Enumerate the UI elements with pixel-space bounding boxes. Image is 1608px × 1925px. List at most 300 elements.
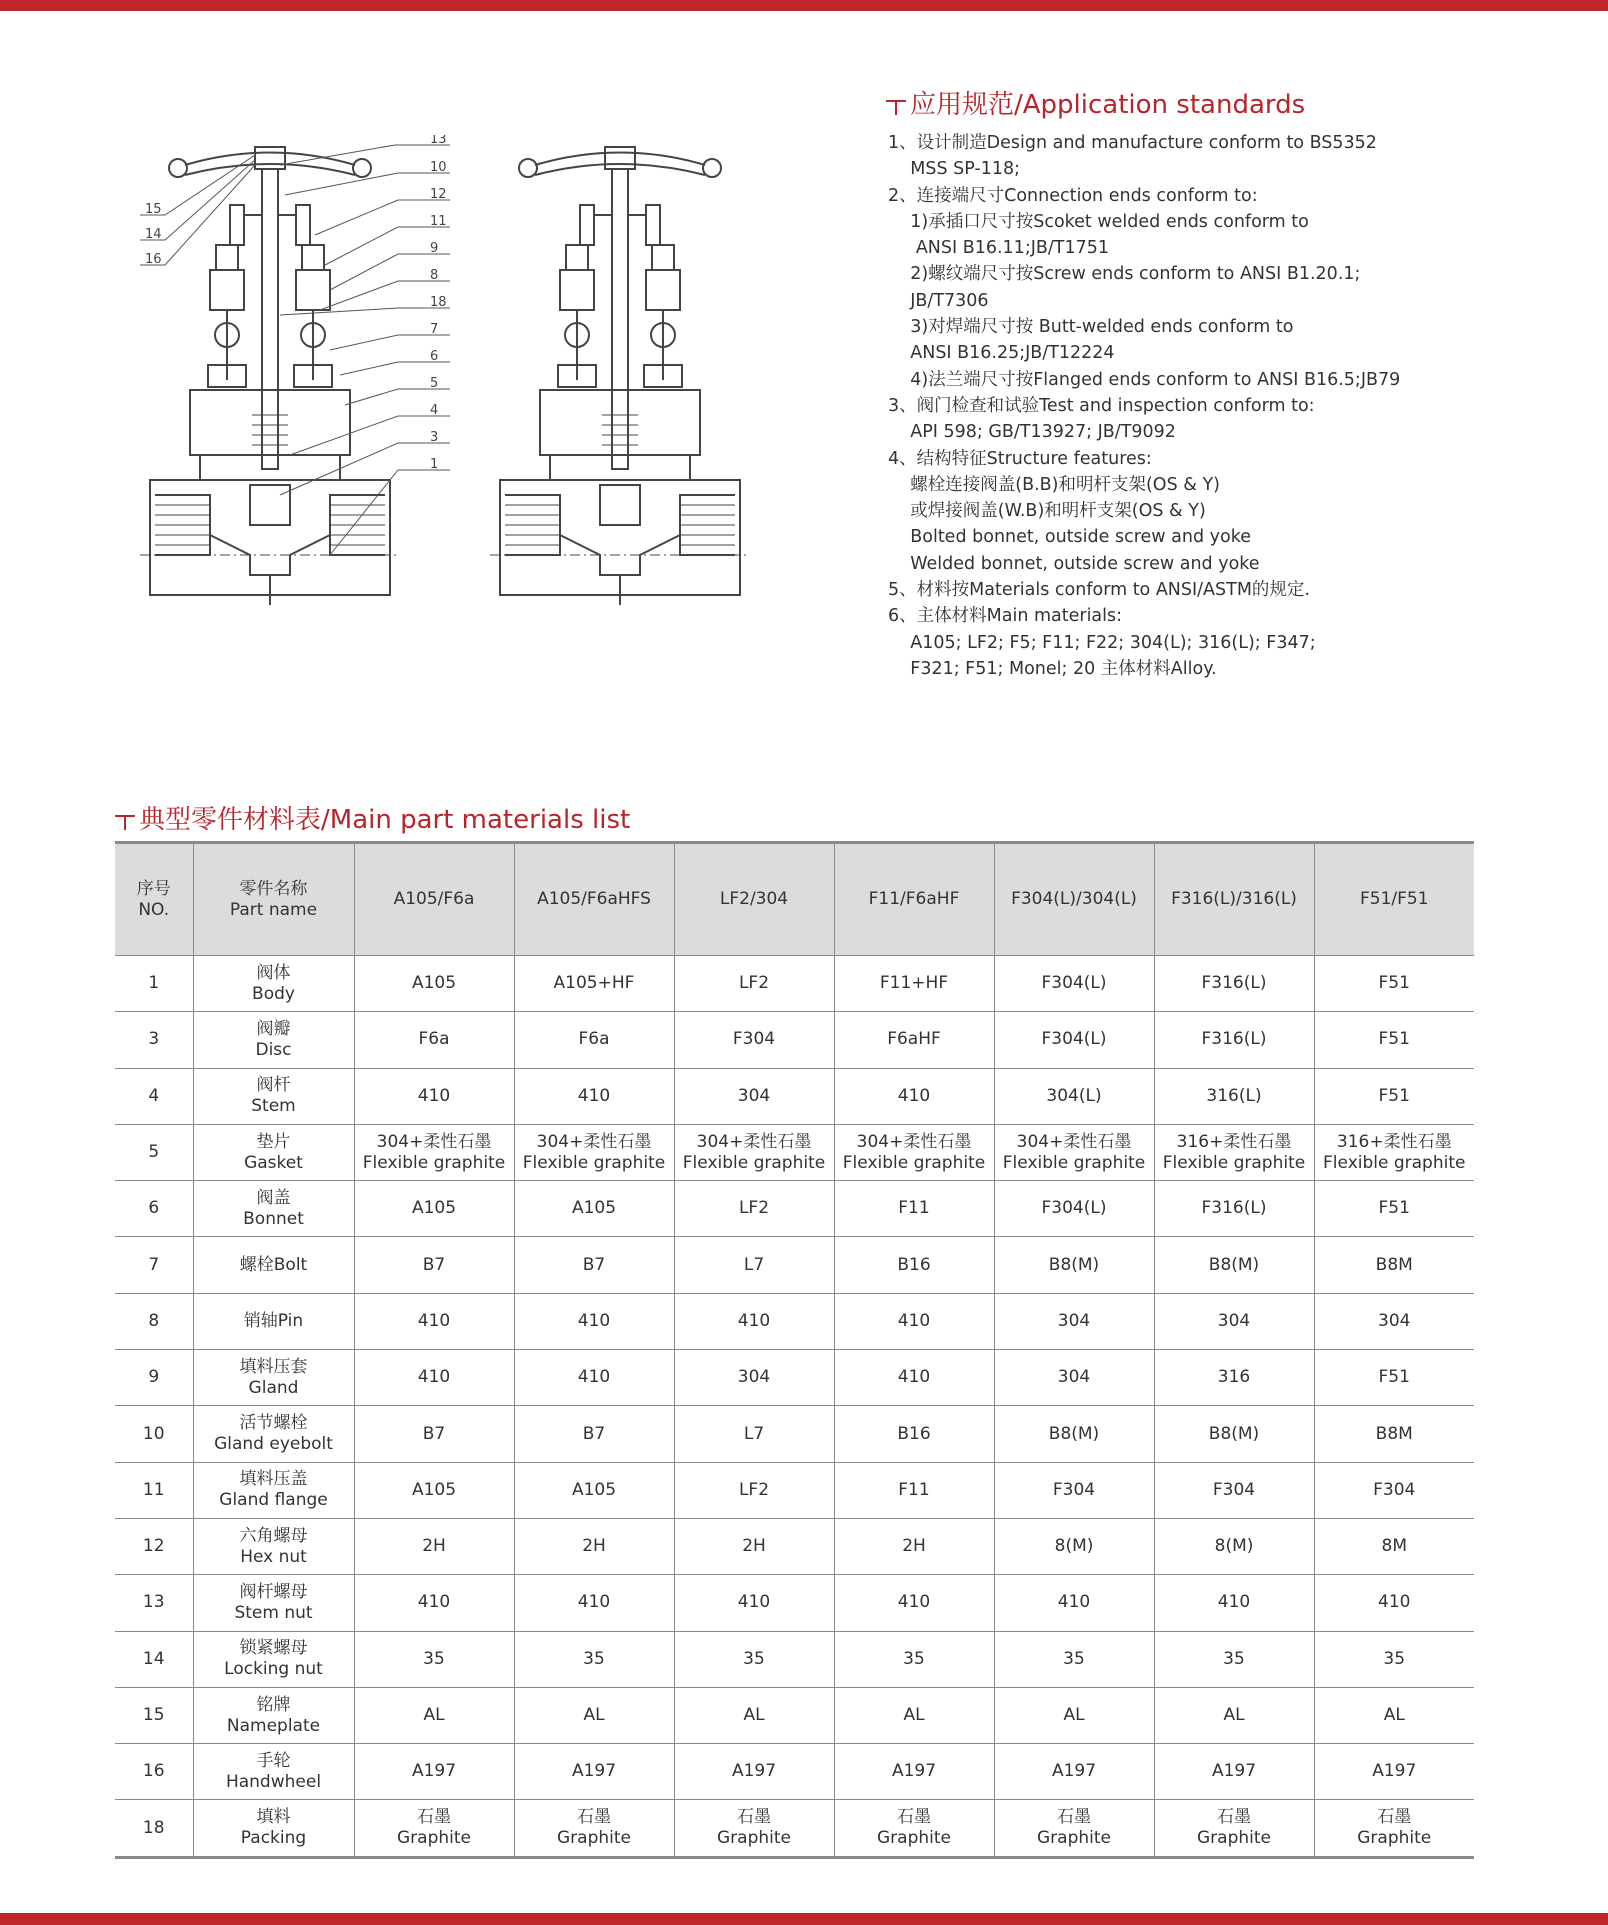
header-no-line: 序号 (136, 878, 171, 899)
material-line: 304 (737, 1085, 771, 1106)
table-row (115, 1181, 1474, 1237)
material-cell (674, 1124, 834, 1180)
material-line: A105+HF (553, 973, 635, 994)
material-line: LF2 (738, 973, 770, 994)
standards-line: 6、主体材料Main materials: (888, 606, 1123, 627)
material-cell (514, 1687, 674, 1743)
table-row (115, 1744, 1474, 1800)
material-line: AL (583, 1705, 605, 1725)
material-line: Flexible graphite (1162, 1152, 1306, 1173)
material-line: B16 (897, 1423, 931, 1444)
material-cell (1314, 1800, 1474, 1857)
material-cell (834, 1350, 994, 1406)
table-row (115, 1068, 1474, 1124)
part-name-cn: 手轮 (256, 1750, 291, 1771)
material-line: 35 (1063, 1648, 1085, 1669)
material-line: F51 (1378, 1085, 1410, 1106)
callout-label: 6 (430, 349, 439, 364)
material-line: 410 (577, 1085, 611, 1106)
material-cell (834, 1687, 994, 1743)
material-line: 8M (1381, 1536, 1407, 1557)
material-cell (674, 1350, 834, 1406)
standards-line: F321; F51; Monel; 20 主体材料Alloy. (888, 658, 1217, 679)
material-cell (514, 1518, 674, 1574)
row-part-name (193, 1124, 354, 1180)
part-name-en: Body (252, 983, 295, 1004)
material-cell (1314, 1462, 1474, 1518)
callout-label: 16 (145, 252, 162, 267)
standards-line: MSS SP-118; (888, 159, 1021, 180)
material-line: Flexible graphite (362, 1152, 506, 1173)
material-cell (1154, 1518, 1314, 1574)
material-cell (514, 1800, 674, 1857)
material-line: F304 (1052, 1479, 1096, 1500)
material-line: F304 (1373, 1479, 1416, 1500)
material-line: 2H (902, 1536, 926, 1557)
header-part-name (193, 843, 354, 956)
table-row (115, 1800, 1474, 1857)
material-line: F316(L) (1201, 973, 1267, 994)
material-cell (354, 1462, 514, 1518)
material-line: 304+柔性石墨 (1016, 1131, 1132, 1152)
material-cell (354, 1687, 514, 1743)
header-grade: F304(L)/304(L) (994, 843, 1154, 956)
table-row (115, 1406, 1474, 1462)
material-cell (1314, 1687, 1474, 1743)
header-row (115, 843, 1474, 956)
material-cell (994, 1518, 1154, 1574)
material-line: 410 (1378, 1592, 1411, 1613)
material-line: 410 (897, 1085, 931, 1106)
materials-table-body (115, 956, 1474, 1858)
standards-line: 2)螺纹端尺寸按Screw ends conform to ANSI B1.20.1; (888, 264, 1361, 285)
material-line: F304 (1212, 1479, 1256, 1500)
part-name-en: Gland eyebolt (214, 1434, 333, 1455)
part-name-cn: 铭牌 (256, 1694, 291, 1715)
material-line: AL (903, 1705, 925, 1725)
material-line: F11+HF (879, 973, 949, 994)
material-cell (1314, 1744, 1474, 1800)
material-cell (354, 1012, 514, 1068)
part-name-en: Gasket (244, 1152, 303, 1173)
material-cell (354, 1631, 514, 1687)
header-no (115, 843, 193, 956)
material-line: A197 (891, 1761, 937, 1782)
material-cell (994, 1575, 1154, 1631)
row-part-name (193, 1462, 354, 1518)
material-cell (354, 1293, 514, 1349)
material-line: A197 (411, 1761, 457, 1782)
material-line: B7 (422, 1254, 446, 1275)
material-cell (994, 1181, 1154, 1237)
callout-label: 10 (430, 160, 447, 175)
part-name-en: Nameplate (226, 1715, 321, 1736)
standards-line: 螺栓连接阀盖(B.B)和明杆支架(OS & Y) (888, 474, 1220, 495)
material-cell (354, 1800, 514, 1857)
material-line: B7 (422, 1423, 446, 1444)
material-cell (994, 1744, 1154, 1800)
part-name-en: Gland (248, 1377, 299, 1398)
material-line: 304+柔性石墨 (696, 1131, 812, 1152)
table-row (115, 1237, 1474, 1293)
material-cell (1154, 1800, 1314, 1857)
top-red-bar (0, 0, 1608, 11)
material-cell (834, 1575, 994, 1631)
part-name-en: Stem nut (234, 1602, 313, 1623)
material-cell (834, 1800, 994, 1857)
material-cell (354, 1406, 514, 1462)
table-row (115, 1687, 1474, 1743)
material-cell (994, 1124, 1154, 1180)
materials-list-title: 典型零件材料表/Main part materials list (115, 799, 630, 836)
row-no: 1 (115, 956, 193, 1012)
material-cell (834, 1237, 994, 1293)
row-no: 14 (115, 1631, 193, 1687)
row-no: 5 (115, 1124, 193, 1180)
material-line: 316+柔性石墨 (1336, 1131, 1452, 1152)
material-line: 2H (582, 1536, 606, 1557)
row-part-name (193, 1744, 354, 1800)
bottom-red-bar (0, 1913, 1608, 1925)
material-line: 316(L) (1206, 1085, 1262, 1106)
standards-line: 4)法兰端尺寸按Flanged ends conform to ANSI B16.5;JB79 (888, 369, 1401, 390)
table-row (115, 1631, 1474, 1687)
part-name-en: Packing (240, 1828, 307, 1849)
material-cell (994, 1631, 1154, 1687)
material-cell (994, 1406, 1154, 1462)
material-line: F51 (1378, 1367, 1410, 1388)
material-cell (514, 1012, 674, 1068)
material-line: 石墨 (737, 1807, 771, 1828)
material-cell (514, 1293, 674, 1349)
row-no: 7 (115, 1237, 193, 1293)
header-grade: F51/F51 (1314, 843, 1474, 956)
material-line: 2H (422, 1536, 446, 1557)
row-part-name (193, 1800, 354, 1857)
table-row (115, 1293, 1474, 1349)
material-line: 410 (897, 1367, 931, 1388)
material-line: B8(M) (1208, 1423, 1260, 1444)
material-line: B7 (582, 1423, 606, 1444)
material-cell (354, 1124, 514, 1180)
callout-label: 18 (430, 295, 447, 310)
standards-line: 1)承插口尺寸按Scoket welded ends conform to (888, 211, 1309, 232)
table-row (115, 1124, 1474, 1180)
material-line: 316+柔性石墨 (1176, 1131, 1292, 1152)
part-name-cn: 六角螺母 (239, 1525, 308, 1546)
material-cell (674, 1293, 834, 1349)
material-cell (1154, 1631, 1314, 1687)
material-line: 410 (417, 1367, 451, 1388)
material-cell (1154, 1575, 1314, 1631)
material-cell (994, 1068, 1154, 1124)
material-cell (514, 1068, 674, 1124)
row-part-name (193, 1293, 354, 1349)
material-line: Flexible graphite (682, 1152, 826, 1173)
row-no: 8 (115, 1293, 193, 1349)
part-name-cn: 阀体 (256, 962, 291, 983)
material-cell (1154, 1012, 1314, 1068)
material-cell (1154, 1293, 1314, 1349)
callout-label: 4 (430, 403, 439, 418)
material-cell (514, 1462, 674, 1518)
material-line: A197 (571, 1761, 617, 1782)
part-name-cn: 销轴Pin (243, 1310, 304, 1331)
material-line: 35 (423, 1648, 445, 1669)
material-line: LF2 (738, 1198, 770, 1219)
material-line: Graphite (1197, 1828, 1271, 1849)
material-cell (1154, 1237, 1314, 1293)
material-cell (994, 1687, 1154, 1743)
row-part-name (193, 956, 354, 1012)
material-line: F6a (418, 1029, 450, 1050)
row-part-name (193, 1687, 354, 1743)
header-grade: F11/F6aHF (834, 843, 994, 956)
material-cell (674, 1237, 834, 1293)
material-cell (834, 1293, 994, 1349)
part-name-cn: 活节螺栓 (239, 1413, 308, 1434)
standards-line: ANSI B16.11;JB/T1751 (888, 238, 1109, 259)
part-name-cn: 阀杆螺母 (239, 1581, 308, 1602)
material-cell (514, 1237, 674, 1293)
material-line: 410 (417, 1085, 451, 1106)
standards-line: JB/T7306 (888, 290, 989, 311)
material-cell (1314, 1293, 1474, 1349)
standards-line: 5、材料按Materials conform to ANSI/ASTM的规定. (888, 580, 1310, 601)
section-mark-icon (115, 810, 135, 830)
callout-label: 7 (430, 322, 439, 337)
row-no: 13 (115, 1575, 193, 1631)
row-no: 11 (115, 1462, 193, 1518)
material-line: 石墨 (1057, 1807, 1091, 1828)
material-cell (354, 956, 514, 1012)
material-cell (834, 1012, 994, 1068)
material-line: B8M (1375, 1254, 1413, 1275)
material-cell (1314, 1350, 1474, 1406)
material-line: A105 (411, 973, 457, 994)
section-mark-icon (886, 95, 906, 115)
row-no: 12 (115, 1518, 193, 1574)
row-no: 6 (115, 1181, 193, 1237)
material-line: AL (743, 1705, 765, 1725)
standards-line: API 598; GB/T13927; JB/T9092 (888, 422, 1176, 443)
material-line: 8(M) (1214, 1536, 1254, 1557)
material-line: 35 (903, 1648, 925, 1669)
part-name-cn: 阀瓣 (256, 1018, 291, 1039)
material-line: A105 (411, 1479, 457, 1500)
material-cell (514, 1181, 674, 1237)
material-cell (674, 1181, 834, 1237)
material-line: Graphite (1357, 1828, 1432, 1849)
callout-label: 14 (145, 227, 162, 242)
part-name-en: Stem (251, 1096, 296, 1117)
part-name-en: Bonnet (243, 1208, 304, 1229)
material-cell (674, 1631, 834, 1687)
material-line: Graphite (877, 1828, 951, 1849)
material-line: 410 (897, 1310, 931, 1331)
row-no: 3 (115, 1012, 193, 1068)
callout-label: 9 (430, 241, 439, 256)
material-cell (674, 1012, 834, 1068)
material-line: Graphite (717, 1828, 791, 1849)
material-line: F316(L) (1201, 1029, 1267, 1050)
part-name-cn: 螺栓Bolt (239, 1254, 308, 1275)
material-cell (834, 1181, 994, 1237)
material-cell (1154, 956, 1314, 1012)
callout-label: 13 (430, 135, 447, 147)
callout-label: 12 (430, 187, 447, 202)
standards-line: 2、连接端尺寸Connection ends conform to: (888, 185, 1258, 206)
material-line: A105 (411, 1198, 457, 1219)
material-cell (514, 1744, 674, 1800)
part-name-cn: 填料压套 (239, 1356, 308, 1377)
standards-line: 3、阀门检查和试验Test and inspection conform to: (888, 395, 1315, 416)
standards-line: 或焊接阀盖(W.B)和明杆支架(OS & Y) (888, 501, 1206, 522)
material-cell (1314, 1181, 1474, 1237)
material-line: 410 (417, 1592, 451, 1613)
row-no: 16 (115, 1744, 193, 1800)
row-part-name (193, 1518, 354, 1574)
material-cell (1314, 1237, 1474, 1293)
material-cell (514, 956, 674, 1012)
callout-label: 5 (430, 376, 439, 391)
material-line: F304 (732, 1029, 776, 1050)
material-line: 石墨 (577, 1807, 611, 1828)
standards-line: 4、结构特征Structure features: (888, 448, 1152, 469)
material-line: A105 (571, 1198, 617, 1219)
material-cell (994, 1462, 1154, 1518)
material-line: A197 (1211, 1761, 1257, 1782)
row-part-name (193, 1350, 354, 1406)
material-line: 304+柔性石墨 (536, 1131, 652, 1152)
materials-table (115, 841, 1474, 1859)
material-cell (1314, 1518, 1474, 1574)
material-cell (834, 1744, 994, 1800)
material-line: 304(L) (1046, 1085, 1102, 1106)
material-line: AL (1383, 1705, 1405, 1725)
material-line: B16 (897, 1254, 931, 1275)
header-part-line: 零件名称 (239, 878, 308, 899)
material-cell (834, 1124, 994, 1180)
material-cell (1314, 1406, 1474, 1462)
part-name-cn: 阀盖 (256, 1187, 291, 1208)
header-part-line: Part name (229, 899, 318, 920)
material-line: F304(L) (1041, 973, 1107, 994)
material-line: 410 (897, 1592, 931, 1613)
material-line: F51 (1378, 1029, 1410, 1050)
material-line: B7 (582, 1254, 606, 1275)
material-line: F304(L) (1041, 1029, 1107, 1050)
callout-label: 1 (430, 457, 439, 472)
material-line: 304+柔性石墨 (856, 1131, 972, 1152)
material-line: F316(L) (1201, 1198, 1267, 1219)
material-cell (1154, 1181, 1314, 1237)
material-line: A197 (1051, 1761, 1097, 1782)
material-line: F51 (1378, 1198, 1410, 1219)
material-cell (1154, 1406, 1314, 1462)
material-line: Flexible graphite (1323, 1152, 1466, 1173)
material-cell (994, 1237, 1154, 1293)
material-cell (994, 956, 1154, 1012)
material-cell (994, 1800, 1154, 1857)
material-line: 316 (1217, 1367, 1251, 1388)
material-line: 2H (742, 1536, 766, 1557)
row-no: 15 (115, 1687, 193, 1743)
part-name-en: Locking nut (224, 1659, 323, 1680)
material-cell (514, 1631, 674, 1687)
row-no: 10 (115, 1406, 193, 1462)
material-cell (674, 1575, 834, 1631)
material-line: 35 (583, 1648, 605, 1669)
part-name-en: Handwheel (225, 1771, 322, 1792)
material-line: 35 (1223, 1648, 1245, 1669)
material-line: F304(L) (1041, 1198, 1107, 1219)
header-no-line: NO. (138, 899, 170, 920)
material-cell (1314, 1012, 1474, 1068)
material-line: 410 (417, 1310, 451, 1331)
part-name-cn: 锁紧螺母 (239, 1638, 308, 1659)
material-line: AL (1063, 1705, 1085, 1725)
table-row (115, 956, 1474, 1012)
material-line: 304 (1217, 1310, 1251, 1331)
material-line: 410 (737, 1310, 771, 1331)
header-grade: A105/F6a (354, 843, 514, 956)
material-cell (1314, 956, 1474, 1012)
valve-right-drawing (490, 147, 750, 605)
part-name-cn: 垫片 (256, 1131, 291, 1152)
material-line: 410 (577, 1592, 611, 1613)
material-line: 35 (743, 1648, 765, 1669)
standards-line: 3)对焊端尺寸按 Butt-welded ends conform to (888, 317, 1294, 338)
material-line: 410 (577, 1367, 611, 1388)
material-line: 石墨 (1217, 1807, 1251, 1828)
material-line: Graphite (557, 1828, 631, 1849)
material-cell (674, 1800, 834, 1857)
row-part-name (193, 1631, 354, 1687)
material-cell (674, 1744, 834, 1800)
material-line: 410 (737, 1592, 771, 1613)
row-no: 4 (115, 1068, 193, 1124)
material-line: B8M (1375, 1423, 1413, 1444)
material-cell (994, 1012, 1154, 1068)
material-cell (1314, 1631, 1474, 1687)
material-line: 304 (1378, 1310, 1411, 1331)
material-cell (1154, 1462, 1314, 1518)
material-line: F51 (1378, 973, 1410, 994)
material-line: 石墨 (1377, 1807, 1412, 1828)
standards-line: ANSI B16.25;JB/T12224 (888, 343, 1115, 364)
material-line: 304 (737, 1367, 771, 1388)
material-cell (1314, 1068, 1474, 1124)
material-line: 8(M) (1054, 1536, 1094, 1557)
material-line: B8(M) (1208, 1254, 1260, 1275)
material-line: 410 (1057, 1592, 1091, 1613)
material-line: L7 (743, 1423, 765, 1444)
material-cell (834, 1406, 994, 1462)
material-line: 410 (1217, 1592, 1251, 1613)
standards-line: Welded bonnet, outside screw and yoke (888, 553, 1260, 574)
material-line: F6a (578, 1029, 610, 1050)
material-cell (994, 1350, 1154, 1406)
material-cell (834, 956, 994, 1012)
table-row (115, 1575, 1474, 1631)
material-line: B8(M) (1048, 1423, 1100, 1444)
material-cell (354, 1744, 514, 1800)
standards-line: A105; LF2; F5; F11; F22; 304(L); 316(L); F347; (888, 632, 1316, 653)
material-cell (674, 956, 834, 1012)
part-name-en: Hex nut (240, 1546, 307, 1567)
material-cell (1154, 1068, 1314, 1124)
